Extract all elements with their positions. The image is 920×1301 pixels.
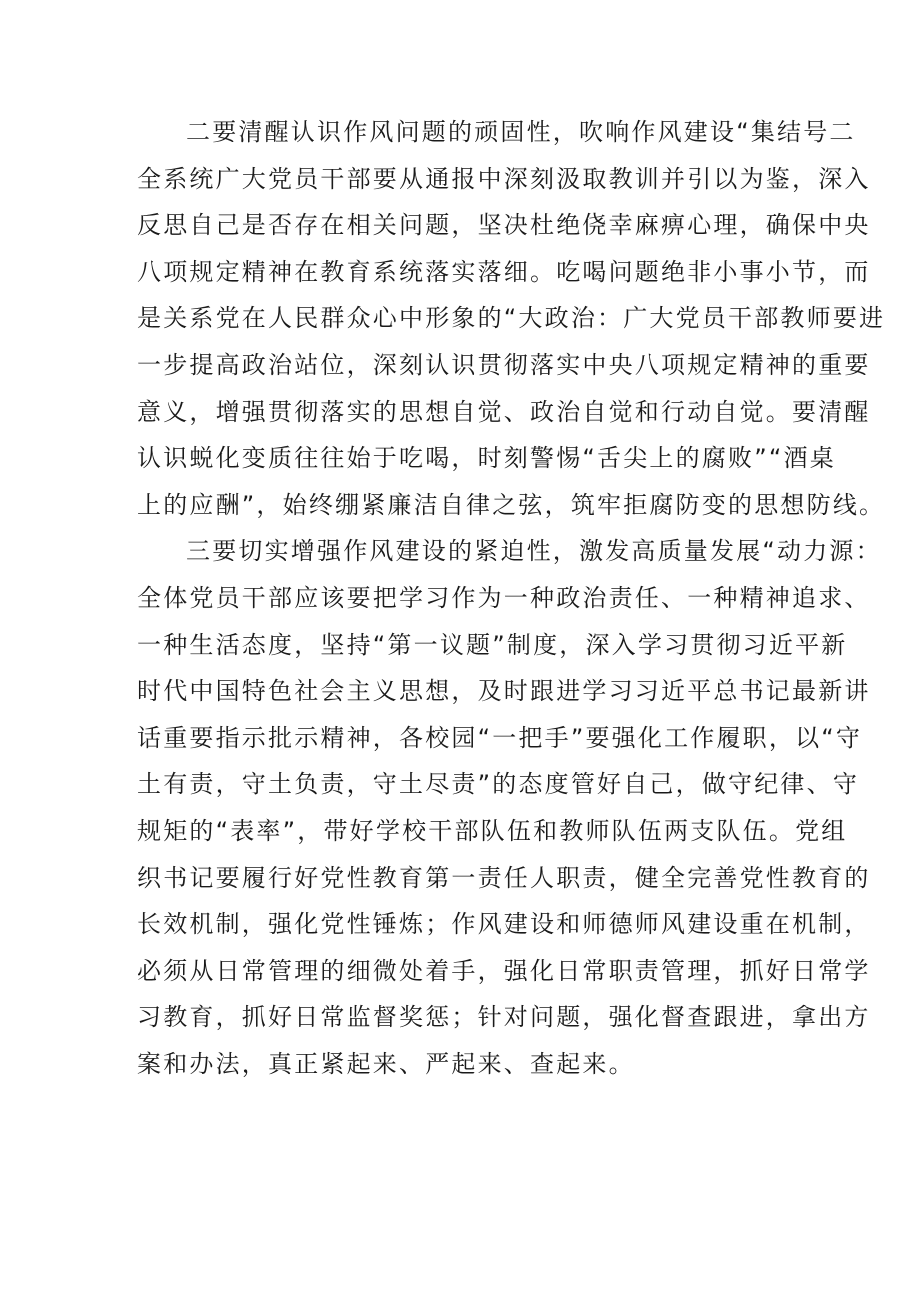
- paragraph-line: 认识蜕化变质往往始于吃喝，时刻警惕“舌尖上的腐败”“酒桌: [137, 444, 836, 473]
- paragraph-line: 八项规定精神在教育系统落实落细。吃喝问题绝非小事小节，而: [137, 257, 871, 286]
- paragraph-line: 意义，增强贯彻落实的思想自觉、政治自觉和行动自觉。要清醒: [137, 397, 871, 426]
- paragraph-line: 规矩的“表率”，带好学校干部队伍和教师队伍两支队伍。党组: [137, 816, 848, 845]
- paragraph-line: 土有责，守土负责，守土尽责”的态度管好自己，做守纪律、守: [137, 770, 860, 799]
- paragraph-3: [137, 528, 882, 1087]
- paragraph-line: 时代中国特色社会主义思想，及时跟进学习习近平总书记最新讲: [137, 677, 871, 706]
- paragraph-line: 话重要指示批示精神，各校园“一把手”要强化工作履职，以“守: [137, 723, 863, 752]
- paragraph-line: 案和办法，真正紧起来、严起来、查起来。: [137, 1049, 635, 1078]
- paragraph-line: 一步提高政治站位，深刻认识贯彻落实中央八项规定精神的重要: [137, 350, 871, 379]
- paragraph-line: 织书记要履行好党性教育第一责任人职责，健全完善党性教育的: [137, 863, 871, 892]
- paragraph-line: 二要清醒认识作风问题的顽固性，吹响作风建设“集结号二: [186, 118, 856, 146]
- paragraph-line: 全系统广大党员干部要从通报中深刻汲取教训并引以为鉴，深入: [137, 164, 871, 193]
- paragraph-line: 全体党员干部应该要把学习作为一种政治责任、一种精神追求、: [137, 583, 871, 612]
- paragraph-2: [137, 109, 886, 528]
- paragraph-line: 习教育，抓好日常监督奖惩；针对问题，强化督查跟进，拿出方: [137, 1003, 871, 1032]
- paragraph-line: 必须从日常管理的细微处着手，强化日常职责管理，抓好日常学: [137, 956, 871, 985]
- paragraph-line: 反思自己是否存在相关问题，坚决杜绝侥幸麻痹心理，确保中央: [137, 211, 871, 240]
- paragraph-line: 长效机制，强化党性锤炼；作风建设和师德师风建设重在机制，: [137, 910, 871, 939]
- paragraph-line: 上的应酬”，始终绷紧廉洁自律之弦，筑牢拒腐防变的思想防线。: [137, 490, 886, 519]
- paragraph-line: 一种生活态度，坚持“第一议题”制度，深入学习贯彻习近平新: [137, 630, 848, 659]
- paragraph-line: 是关系党在人民群众心中形象的“大政治：广大党员干部教师要进: [137, 304, 886, 333]
- paragraph-line: 三要切实增强作风建设的紧迫性，激发高质量发展“动力源：: [186, 537, 882, 566]
- document-body: [137, 109, 886, 1087]
